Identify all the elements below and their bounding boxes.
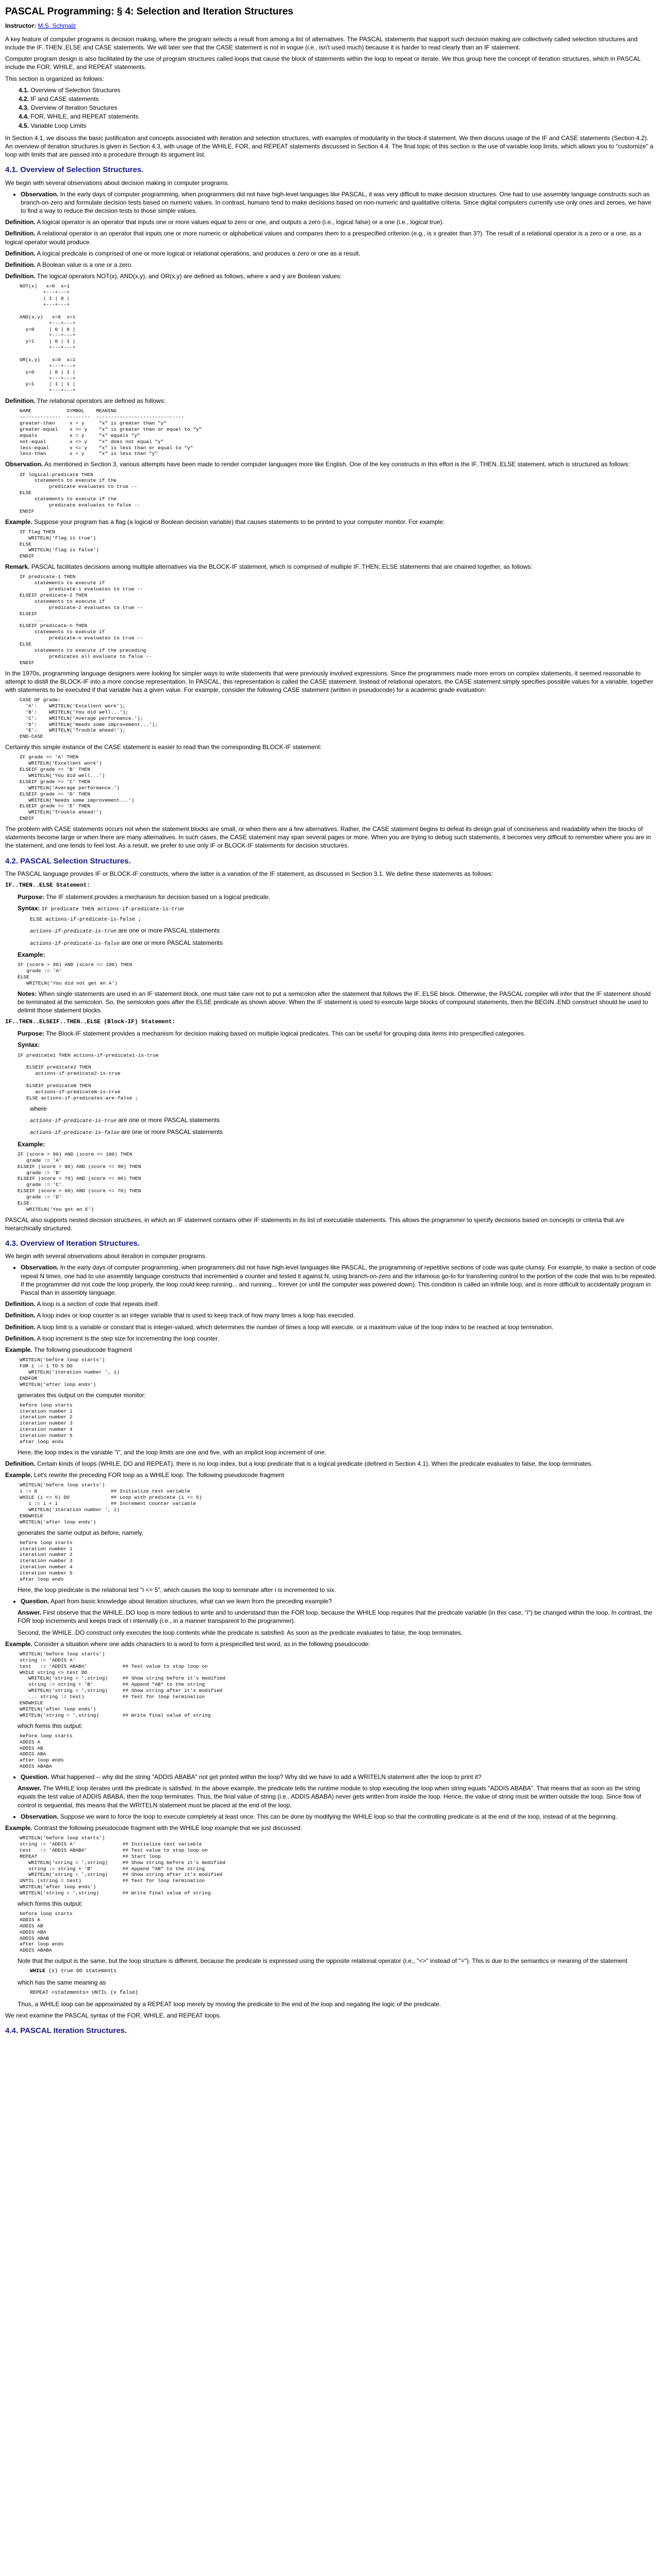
section-heading-4-3: 4.3. Overview of Iteration Structures. (5, 1239, 140, 1248)
code-block-if: IF predicate-1 THEN statements to execute if predicate-1 evaluates to true -- ELSEIF predicate-2 THEN statements to execute if predicate-2 evaluates to true -- ELSEIF ... ELSEIF predicate-n THEN statements to execute if predicate-n evaluates to true -- ELSE statements to execute if the preceding predicates all evaluate to false -- ENDIF (20, 574, 152, 666)
intro-paragraph-2: Computer program design is also facilitated by the use of program structures called loops that cause the block of statements within the loop to repeat or iterate. We thus group here the concept of iteration structures, which in PASCAL include the FOR, WHILE, and REPEAT statements. (5, 55, 641, 71)
s43-def-loop-index (5, 1311, 657, 1319)
toc-num: 4.1. (19, 86, 29, 94)
toc-label: Overview of Selection Structures (30, 86, 121, 94)
code-flag-example: IF flag THEN WRITELN('flag is true') ELSE WRITELN('flag is false') ENDIF (20, 529, 99, 560)
text: (x) true DO statements (45, 1969, 117, 1975)
if-notes (18, 990, 657, 1015)
instructor-line (5, 22, 657, 30)
label: Definition. (5, 1460, 36, 1468)
relational-operator-table: NAME SYMBOL MEANING -------------- -------- ------------------------------ greater-than x > y "x" is greater than "y" greater-equal x >= y "x" is greater than or equal to "y" equals x = y "x" equals "y" not-equal x <> y "x" does not equal "y" less-equal x <= y "x" is less than or equal to "y" less-than x < y "x" is less than "y" (20, 408, 202, 457)
text: Suppose we want to force the loop to execute completely at least once. This can be done by modifying the WHILE loop so that the controlling predicate is at the end of the loop, instead of at the beginning. (60, 1812, 618, 1820)
code-repeat-loop: WRITELN('before loop starts') string := 'ADDIS A' ## Initialize test variable test := 'ADDIS ABABA' ## Test value to stop loop on REPEAT ## Start loop WRITELN('string = ',string) ## Show string before it's modified string := string + 'B' ## Append "AB" to the string WRITELN('string = ',string) ## Show string after it's modified UNTIL (string = test) ## Test for loop termination WRITELN('after loop ends') WRITELN('string = ',string) ## Write final value of string (20, 1835, 226, 1896)
code-if-example: IF (score > 90) AND (score <= 100) THEN grade := 'A' ELSE WRITELN('You did not get an A') (18, 962, 133, 986)
code-while-loop: WRITELN('before loop starts') i := 0 ## Initialize test variable WHILE (i <= 5) DO ## Loop with predicate (i <= 5) i := i + 1 ## Increment counter variable WRITELN('iteration number ', i) ENDWHILE WRITELN('after loop ends') (20, 1482, 202, 1525)
toc-label: IF and CASE statements (30, 95, 99, 103)
s43-answer-2 (18, 1784, 657, 1809)
label: Definition. (5, 273, 36, 280)
label: Answer. (18, 1609, 42, 1617)
s43-answer-1b: Second, the WHILE..DO construct only executes the loop contents while the predicate is satisfied. As soon as the predicate evaluates to false, the loop terminates. (18, 1629, 463, 1636)
label: Question. (21, 1598, 49, 1605)
output-repeat-loop: before loop starts ADDIS A ADDIS AB ADDIS ABA ADDIS ABAB after loop ends ADDIS ABABA (20, 1911, 73, 1954)
intro-paragraph-3: This section is organized as follows: (5, 75, 104, 82)
s43-example-3 (5, 1640, 657, 1648)
section-heading-4-1: 4.1. Overview of Selection Structures. (5, 165, 144, 175)
code: actions-if-predicate-is-true (30, 929, 117, 935)
code-case-statement: CASE OF grade: 'A': WRITELN('Excellent work'); 'B': WRITELN('You did well...'); 'C': WRITELN('Average performance.'); 'D': WRITELN('Needs some improvement...'); 'E': WRITELN('Trouble ahead!'); END-CASE (20, 697, 158, 740)
toc-num: 4.3. (19, 104, 29, 112)
text: A Boolean value is a one or a zero. (37, 261, 133, 269)
if-statement-title: IF..THEN..ELSE Statement: (5, 883, 91, 889)
s43-example-1b: generates this output on the computer monitor: (18, 1391, 146, 1399)
s41-para-easier: Certainly this simple instance of the CASE statement is easier to read than the corresponding BLOCK-IF statement: (5, 743, 322, 751)
table-of-contents (19, 86, 657, 130)
block-if-where: where (30, 1105, 47, 1112)
block-if-purpose (18, 1029, 657, 1038)
text: A loop is a section of code that repeats itself. (37, 1300, 159, 1308)
text: PASCAL facilitates decisions among multiple alternatives via the BLOCK-IF statement, which is comprised of multiple IF..THEN..ELSE statements that are chained together, as follows: (31, 563, 533, 571)
s43-note-1: Note that the output is the same, but the loop structure is different, because the predicate is expressed using the opposite relational operator (i.e., "<>" instead of "="). This is due to the semantics or meaning of the statement (18, 1957, 627, 1965)
toc-item[interactable] (19, 86, 657, 94)
if-syntax (18, 904, 657, 913)
label: Example. (5, 1346, 32, 1353)
label: Observation. (21, 1264, 59, 1272)
label: Example. (5, 1471, 32, 1479)
s41-def-logical-predicate (5, 249, 657, 258)
text: A logical operator is an operator that inputs one or more values equal to zero or one, and outputs a zero (i.e., logical false) or a one (i.e., logical true). (37, 218, 444, 226)
code-while-string: WRITELN('before loop starts') string := 'ADDIS A' test := 'ADDIS ABABA' ## Test value to stop loop on WHILE string <> test DO WRITELN('string = ',string) ## Show string before it's modified string := string + 'B' ## Append "AB" to the string WRITELN('string = ',string) ## Show string after it's modified ... string := test) ## Test for loop termination ENDWHILE WRITELN('after loop ends') WRITELN('string = ',string) ## Write final value of string (20, 1651, 226, 1718)
instructor-label: Instructor: (5, 22, 36, 29)
text: Consider a situation where one adds characters to a word to form a prespecified test word, as in the following pseudocode: (34, 1640, 370, 1648)
code-for-loop: WRITELN('before loop starts') FOR i := 1 TO 5 DO WRITELN('iteration number ', i) ENDFOR WRITELN('after loop ends') (20, 1357, 120, 1387)
text: A loop index or loop counter is an integer variable that is used to keep track of how many times a loop has executed. (37, 1312, 355, 1319)
s41-para-problem: The problem with CASE statements occurs not when the statement blocks are small, or when there are a few alternatives. Rather, the CASE statement begins to defeat its design goal of conciseness and readability when the blocks of statements become large or when there are many alternatives. In such cases, the CASE statement may span several pages or more. When you are trying to debug such statements, it becomes very difficult to remember where you are in the statement, and one tends to feel lost. As a result, we prefer to use only IF or BLOCK-IF statements for decision structures. (5, 825, 651, 850)
label: Answer. (18, 1785, 42, 1792)
text: Certain kinds of loops (WHILE, DO and REPEAT), there is no loop index, but a loop predicate that is a logical predicate (defined in Section 4.1). When the predicate evaluates to false, the loop terminates. (37, 1460, 593, 1468)
s43-observation-2 (5, 1812, 657, 1821)
s43-qa-2 (5, 1773, 657, 1781)
s43-note-3: Thus, a WHILE loop can be approximated by a REPEAT loop merely by moving the predicate to the end of the loop and negating the logic of the predicate. (18, 2000, 441, 2008)
block-if-syntax-label (18, 1041, 657, 1049)
text: Apart from basic knowledge about iteration structures, what can we learn from the preceding example? (51, 1598, 332, 1605)
s43-bullets (5, 1263, 657, 1297)
s43-qa-1 (5, 1597, 657, 1605)
output-while-loop: before loop starts iteration number 1 iteration number 2 iteration number 3 iteration number 4 iteration number 5 after loop ends (20, 1539, 73, 1582)
s41-def-boolean (5, 261, 657, 269)
label: Observation. (5, 461, 43, 468)
label: Example: (18, 1140, 45, 1148)
label: Syntax: (18, 905, 40, 912)
label: Definition. (5, 1300, 36, 1308)
text: Suppose your program has a flag (a logical or Boolean decision variable) that causes statements to be printed to your computer monitor. For example: (34, 518, 445, 526)
text: Let's rewrite the preceding FOR loop as a WHILE loop. The following pseudocode fragment (34, 1471, 285, 1479)
label: Example. (5, 518, 32, 526)
s43-def-loop-increment (5, 1334, 657, 1343)
s42-closing: PASCAL also supports nested decision structures, in which an IF statement contains other IF statements in its list of executable statements. This allows the programmer to specify decisions based on concepts or criteria that are hierarchically structured. (5, 1216, 625, 1232)
code: actions-if-predicate-is-false (30, 941, 120, 947)
if-syntax-note-2 (30, 939, 657, 948)
s41-def-relational-operator (5, 229, 657, 246)
text: IF predicate THEN actions-if-predicate-is-true (41, 907, 184, 913)
while-semantics (30, 1968, 657, 1975)
s43-example-1c: Here, the loop index is the variable "i", and the loop limits are one and five, with an implicit loop increment of one. (18, 1448, 326, 1456)
s43-example-2 (5, 1471, 657, 1479)
code: actions-if-predicate-is-true (30, 1118, 117, 1124)
s41-observation-2 (5, 460, 657, 468)
text: A logical predicate is comprised of one or more logical or relational operations, and produces a zero or one as a result. (37, 249, 361, 257)
text: In the early days of computer programming, when programmers did not have high-level languages like PASCAL, it was very difficult to make decision structures. One had to use assembly language constructs such as branch-on-zero and formulate decision tests based on numeric values. In contrast, humans tend to make decisions based on non-numeric and qualitative criteria. Since digital computers currently use only ones and zeroes, we have to find a way to reduce the decision tests to those simple values. (21, 190, 652, 215)
label: Definition. (5, 261, 36, 269)
intro-overview: In Section 4.1, we discuss the basic justification and concepts associated with iteration and selection structures, with examples of modularity in the block-if statement. We then discuss usage of the IF and CASE statements (Section 4.2). An overview of iteration structures is given in Section 4.3, with usage of the WHILE, FOR, and REPEAT statements discussed in Section 4.4. The final topic of this section is the use of variable loop limits, which allows you to "customize" a loop with limits that are passed into a procedure through its argument list. (5, 134, 654, 159)
toc-num: 4.2. (19, 95, 29, 103)
toc-label: Overview of Iteration Structures (30, 104, 118, 112)
text: A loop limit is a variable or constant that is integer-valued, which determines the number of times a loop will execute, or a maximum value of the loop index to be reached at loop termination. (37, 1323, 554, 1331)
s41-lead: We begin with several observations about decision making in computer programs. (5, 179, 229, 187)
text: are one or more PASCAL statements (117, 927, 220, 935)
s43-def-loop-predicate (5, 1460, 657, 1468)
toc-num: 4.4. (19, 113, 29, 121)
s43-example-2c: Here, the loop predicate is the relational test "i <= 5", which causes the loop to terminate after i is incremented to six. (18, 1586, 336, 1594)
if-syntax-else: ELSE actions-if-predicate-is-false ; (30, 917, 142, 923)
s43-example-3b: which forms this output: (18, 1722, 83, 1730)
text: When single statements are used in an IF statement block, one must take care not to put a semicolon after the statement that follows the IF..ELSE block. Otherwise, the PASCAL compiler will infer that the IF statement should be terminated at the semicolon. So, the semicolon goes after the ELSE predicate as shown above. When the IF statement is used to execute large blocks of compound statements, then the BEGIN..END construct should be used to delimit those statement blocks. (18, 990, 651, 1014)
s43-example-4b: which forms this output: (18, 1900, 83, 1907)
label: Definition. (5, 1323, 36, 1331)
toc-item[interactable] (19, 95, 657, 103)
section-heading-4-4: 4.4. PASCAL Iteration Structures. (5, 2026, 127, 2035)
block-if-syntax-note-1 (30, 1116, 657, 1125)
instructor-link[interactable]: M.S. Schmalz (38, 22, 76, 29)
s41-def-logical-ops (5, 272, 657, 280)
if-syntax-note-1 (30, 926, 657, 936)
code-block-if-example: IF (score > 90) AND (score <= 100) THEN grade := 'A' ELSEIF (score > 80) AND (score <= 90) THEN grade := 'B' ELSEIF (score > 70) AND (score <= 80) THEN grade := 'C' ELSEIF (score > 60) AND (score <= 70) THEN grade := 'D' ELSE WRITELN('You got an E') (18, 1151, 141, 1212)
output-while-string: before loop starts ADDIS A ADDIS AB ADDIS ABA after loop ends ADDIS ABABA (20, 1733, 73, 1770)
if-purpose (18, 893, 657, 901)
text: The logical operators NOT(x), AND(x,y), and OR(x,y) are defined as follows, where x and y are Boolean values: (37, 273, 342, 280)
observation (21, 1812, 657, 1821)
label: Example: (18, 951, 45, 959)
text: The IF statement provides a mechanism for decision based on a logical predicate. (46, 893, 271, 901)
s43-answer-1 (18, 1608, 657, 1625)
s41-def-relational-ops (5, 397, 657, 405)
toc-num: 4.5. (19, 122, 29, 129)
text: are one or more PASCAL statements (117, 1116, 220, 1124)
if-example-label (18, 951, 657, 959)
label: Observation. (21, 190, 59, 198)
s41-observation (21, 190, 657, 215)
s41-para-1970s: In the 1970s, programming language designers were looking for simpler ways to write statements that were previously involved expressions. Since the programmers made more errors on complex statements, it seemed reasonable to attempt to distill the BLOCK-IF into a more concise representation. In PASCAL, this representation is called the CASE statement. Instead of relational operators, the CASE statement simply specifies possible values for a variable, together with statements to be executed if that variable has a given value. For example, consider the following CASE statement (written in pseudocode) for a academic grade evaluation: (5, 669, 654, 693)
s43-observation (21, 1263, 657, 1297)
question (21, 1597, 657, 1605)
s41-def-logical-operator (5, 218, 657, 226)
block-if-title: IF..THEN..ELSEIF..THEN..ELSE (Block-IF) Statement: (5, 1019, 176, 1026)
s41-remark (5, 563, 657, 571)
label: Observation. (21, 1812, 59, 1820)
text: The WHILE loop iterates until the predicate is satisfied. In the above example, the predicate tells the runtime module to stop executing the loop when string equals "ADDIS ABABA". That means that as soon as the string equals the test value of ADDIS ABABA, then the loop terminates. Thus, the final value of string (i.e., ADDIS ABABA) never gets written from inside the loop. Hence, the value of string must be written outside the loop. Since flow of control is sequential, this means that the WRITELN statement must be placed at the end of the loop. (18, 1785, 641, 1809)
text: Contrast the following pseudocode fragment with the WHILE loop example that we just discussed: (34, 1824, 302, 1832)
label: Example. (5, 1640, 32, 1648)
text: A loop increment is the step size for incrementing the loop counter. (37, 1334, 219, 1342)
text: What happened -- why did the string "ADDIS ABABA" not get printed within the loop? Why did we have to add a WRITELN statement after the loop to print it? (51, 1773, 482, 1781)
toc-item[interactable] (19, 112, 657, 121)
intro-paragraph-1: A key feature of computer programs is decision making, where the program selects a result from among a list of alternatives. The PASCAL statements that support such decision making are collectively called selection structures and include the IF..THEN..ELSE and CASE statements. We will later see that the CASE statement is not in vogue (i.e., isn't used much) because it is harder to read clearly than an IF statement. (5, 35, 638, 52)
s43-def-loop (5, 1300, 657, 1308)
label: Example. (5, 1824, 32, 1832)
s43-example-2b: generates the same output as before, namely, (18, 1529, 143, 1536)
s43-def-loop-limit (5, 1323, 657, 1331)
s41-example-1 (5, 518, 657, 526)
s41-bullets (5, 190, 657, 215)
label: Definition. (5, 230, 36, 238)
s43-example-1 (5, 1346, 657, 1354)
question (21, 1773, 657, 1781)
label: Definition. (5, 397, 36, 405)
code-if-then-else: IF logical-predicate THEN statements to execute if the predicate evaluates to true -- ELSE statements to execute if the predicate evaluates to false -- ENDIF (20, 471, 140, 514)
text: As mentioned in Section 3, various attempts have been made to render computer languages more like English. One of the key constructs in this effort is the IF..THEN..ELSE statement, which is structured as follows: (44, 461, 630, 468)
s43-closing: We next examine the PASCAL syntax of the FOR, WHILE, and REPEAT loops. (5, 2011, 221, 2019)
repeat-semantics: REPEAT <statements> UNTIL (x false) (30, 1990, 139, 1996)
label: Definition. (5, 1312, 36, 1319)
label: Definition. (5, 1334, 36, 1342)
keyword: WHILE (30, 1969, 46, 1975)
output-for-loop: before loop starts iteration number 1 iteration number 2 iteration number 3 iteration number 4 iteration number 5 after loop ends (20, 1402, 73, 1445)
label: Question. (21, 1773, 49, 1781)
page-title: PASCAL Programming: § 4: Selection and Iteration Structures (5, 6, 293, 17)
toc-item[interactable] (19, 104, 657, 112)
text: The Block-IF statement provides a mechanism for decision making based on multiple logical predicates. This can be useful for grouping data items into prespecified categories. (46, 1030, 526, 1038)
code-block-if-syntax: IF predicate1 THEN actions-if-predicate1-is-true ELSEIF predicate2 THEN actions-if-predicate2-is-true ELSEIF predicateN THEN actions-if-predicateN-is-true ELSE actions-if-predicates-are-false ; (18, 1052, 159, 1101)
section-heading-4-2: 4.2. PASCAL Selection Structures. (5, 856, 131, 866)
block-if-example-label (18, 1140, 657, 1148)
truth-tables: NOT(x) x=0 x=1 +---+---+ | 1 | 0 | +---+---+ AND(x,y) x=0 x=1 +---+---+ y=0 | 0 | 0 | +---+---+ y=1 | 0 | 1 | +---+---+ OR(x,y) x=0 x=1 +---+---+ y=0 | 0 | 1 | +---+---+ y=1 | 1 | 1 | +---+---+ (20, 283, 76, 394)
text: The following pseudocode fragment (34, 1346, 132, 1353)
text: are one or more PASCAL statements (120, 939, 223, 946)
code-block-if-grade: IF grade >= 'A' THEN WRITELN('Excellent work') ELSEIF grade >= 'B' THEN WRITELN('You did well...') ELSEIF grade >= 'C' THEN WRITELN('Average performance.') ELSEIF grade >= 'D' THEN WRITELN('Needs some improvement...') ELSEIF grade >= 'E' THEN WRITELN('Trouble ahead!') ENDIF (20, 754, 135, 822)
toc-item[interactable] (19, 122, 657, 130)
label: Syntax: (18, 1041, 40, 1049)
s43-example-4 (5, 1824, 657, 1832)
block-if-syntax-note-2 (30, 1128, 657, 1137)
label: Definition. (5, 218, 36, 226)
s43-lead: We begin with several observations about iteration in computer programs. (5, 1252, 207, 1260)
label: Purpose: (18, 1030, 45, 1038)
s42-lead: The PASCAL language provides IF or BLOCK-IF constructs, where the latter is a variation of the IF statement, as discussed in Section 3.1. We define these statements as follows: (5, 870, 493, 877)
label: Purpose: (18, 893, 45, 901)
label: Remark. (5, 563, 30, 571)
text: The relational operators are defined as follows: (37, 397, 166, 405)
text: are one or more PASCAL statements (120, 1128, 223, 1136)
text: First observe that the WHILE..DO loop is more tedious to write and to understand than the FOR loop, because the WHILE loop requires that the predicate variable (in this case, "i") be changed within the loop. In contrast, the FOR loop increments and keeps track of i internally (i.e., in a manner transparent to the programmer). (18, 1609, 653, 1625)
label: Definition. (5, 249, 36, 257)
label: Notes: (18, 990, 37, 997)
toc-label: Variable Loop Limits (30, 122, 87, 129)
s43-note-2: which has the same meaning as (18, 1978, 106, 1986)
text: In the early days of computer programming, when programmers did not have high-level languages like PASCAL, the programming of repetitive sections of code was quite clumsy. For example, to make a section of code repeat N times, one had to use assembly language constructs that incremented a counter and tested it against N, using branch-on-zero and the infamous go-to for transferring control to the portion of the code that was to be repeated. If the programmer did not code the loop properly, the loop could keep running... and running... forever (or until the computer was powered down). This condition is called an infinite loop, and is more difficult to accidentally program in Pascal than in assembly language. (21, 1264, 656, 1297)
code: actions-if-predicate-is-false (30, 1130, 120, 1137)
text: A relational operator is an operator that inputs one or more numeric or alphabetical values and compares them to a prespecified criterion (e.g., is x greater than 3?). The result of a relational operator is a zero or a one, as a logical operator would produce. (5, 230, 641, 246)
toc-label: FOR, WHILE, and REPEAT statements (30, 113, 139, 121)
